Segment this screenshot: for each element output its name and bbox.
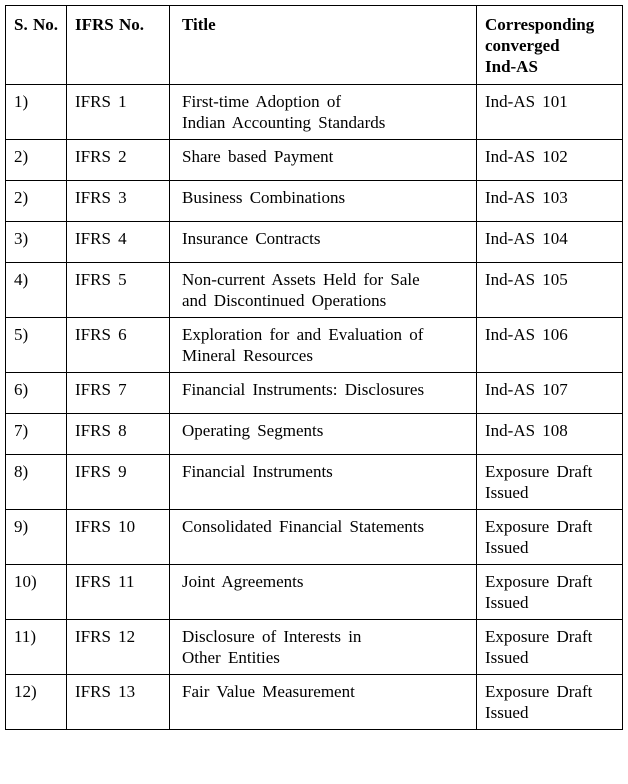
cell-indas [477, 263, 623, 318]
cell-ifrs-no-text: IFRS 8 [75, 421, 127, 440]
table-row [6, 85, 623, 140]
cell-sno-text: 2) [14, 188, 29, 207]
cell-ifrs-no [67, 85, 170, 140]
cell-sno-text: 9) [14, 517, 29, 536]
cell-sno [6, 373, 67, 414]
cell-sno [6, 675, 67, 730]
ifrs-indas-table [5, 5, 623, 730]
header-sno: S. No. [6, 6, 67, 85]
cell-title-text: Insurance Contracts [182, 229, 321, 248]
cell-indas [477, 455, 623, 510]
cell-title [170, 414, 477, 455]
table-row [6, 414, 623, 455]
table-row [6, 140, 623, 181]
cell-sno [6, 85, 67, 140]
cell-indas-text: Exposure Draft Issued [485, 572, 593, 612]
cell-title-text: Financial Instruments [182, 462, 333, 481]
cell-ifrs-no [67, 263, 170, 318]
cell-ifrs-no [67, 620, 170, 675]
cell-indas-text: Exposure Draft Issued [485, 517, 593, 557]
cell-indas-text: Exposure Draft Issued [485, 682, 593, 722]
cell-ifrs-no-text: IFRS 5 [75, 270, 127, 289]
header-row [6, 6, 623, 85]
cell-title [170, 140, 477, 181]
cell-indas-text: Ind-AS 101 [485, 92, 568, 111]
cell-ifrs-no-text: IFRS 2 [75, 147, 127, 166]
cell-title-text: Consolidated Financial Statements [182, 517, 425, 536]
cell-indas [477, 181, 623, 222]
cell-indas-text: Ind-AS 108 [485, 421, 568, 440]
cell-title [170, 675, 477, 730]
cell-indas [477, 222, 623, 263]
cell-sno [6, 565, 67, 620]
cell-indas [477, 140, 623, 181]
cell-indas-text: Exposure Draft Issued [485, 462, 593, 502]
cell-sno [6, 181, 67, 222]
cell-indas [477, 318, 623, 373]
cell-title-text: Business Combinations [182, 188, 346, 207]
cell-ifrs-no-text: IFRS 4 [75, 229, 127, 248]
cell-title-text: Disclosure of Interests in Other Entities [182, 627, 362, 667]
cell-indas [477, 85, 623, 140]
cell-sno-text: 7) [14, 421, 29, 440]
table-row [6, 181, 623, 222]
cell-indas [477, 565, 623, 620]
table-row [6, 510, 623, 565]
cell-title-text: First-time Adoption of Indian Accounting Standards [182, 92, 386, 132]
cell-sno [6, 318, 67, 373]
cell-ifrs-no-text: IFRS 12 [75, 627, 136, 646]
cell-title-text: Operating Segments [182, 421, 324, 440]
cell-indas [477, 414, 623, 455]
cell-title-text: Share based Payment [182, 147, 334, 166]
cell-title [170, 181, 477, 222]
cell-indas [477, 510, 623, 565]
cell-title [170, 510, 477, 565]
header-title: Title [170, 6, 477, 85]
cell-sno-text: 12) [14, 682, 37, 701]
cell-title [170, 263, 477, 318]
cell-sno [6, 222, 67, 263]
cell-title-text: Non-current Assets Held for Sale and Discontinued Operations [182, 270, 420, 310]
cell-ifrs-no [67, 510, 170, 565]
table-row [6, 318, 623, 373]
cell-ifrs-no-text: IFRS 6 [75, 325, 127, 344]
cell-ifrs-no-text: IFRS 11 [75, 572, 135, 591]
cell-indas-text: Ind-AS 106 [485, 325, 568, 344]
cell-ifrs-no-text: IFRS 10 [75, 517, 136, 536]
cell-sno-text: 6) [14, 380, 29, 399]
cell-title [170, 222, 477, 263]
cell-ifrs-no-text: IFRS 3 [75, 188, 127, 207]
cell-ifrs-no [67, 222, 170, 263]
cell-sno-text: 4) [14, 270, 29, 289]
cell-ifrs-no [67, 318, 170, 373]
cell-sno [6, 414, 67, 455]
cell-sno [6, 263, 67, 318]
cell-ifrs-no-text: IFRS 9 [75, 462, 127, 481]
cell-sno [6, 455, 67, 510]
cell-ifrs-no [67, 181, 170, 222]
cell-sno [6, 510, 67, 565]
cell-indas-text: Ind-AS 107 [485, 380, 568, 399]
cell-sno-text: 8) [14, 462, 29, 481]
cell-title [170, 373, 477, 414]
cell-ifrs-no [67, 140, 170, 181]
cell-title-text: Financial Instruments: Disclosures [182, 380, 425, 399]
cell-title-text: Joint Agreements [182, 572, 304, 591]
cell-ifrs-no [67, 373, 170, 414]
table-row [6, 455, 623, 510]
cell-title-text: Fair Value Measurement [182, 682, 355, 701]
cell-sno-text: 11) [14, 627, 37, 646]
table-row [6, 222, 623, 263]
header-ifrs-no: IFRS No. [67, 6, 170, 85]
cell-title [170, 620, 477, 675]
cell-ifrs-no [67, 455, 170, 510]
table-row [6, 620, 623, 675]
cell-ifrs-no [67, 414, 170, 455]
table-row [6, 675, 623, 730]
cell-sno-text: 5) [14, 325, 29, 344]
cell-indas-text: Ind-AS 103 [485, 188, 568, 207]
table-row [6, 373, 623, 414]
cell-sno-text: 10) [14, 572, 37, 591]
cell-ifrs-no [67, 565, 170, 620]
cell-indas-text: Exposure Draft Issued [485, 627, 593, 667]
cell-title [170, 318, 477, 373]
table-row [6, 565, 623, 620]
cell-sno [6, 620, 67, 675]
cell-ifrs-no [67, 675, 170, 730]
cell-sno [6, 140, 67, 181]
cell-sno-text: 2) [14, 147, 29, 166]
cell-title [170, 565, 477, 620]
cell-sno-text: 3) [14, 229, 29, 248]
cell-indas-text: Ind-AS 104 [485, 229, 568, 248]
header-indas: Corresponding converged Ind-AS [477, 6, 623, 85]
cell-indas-text: Ind-AS 102 [485, 147, 568, 166]
cell-title [170, 85, 477, 140]
table-row [6, 263, 623, 318]
cell-ifrs-no-text: IFRS 7 [75, 380, 127, 399]
cell-indas [477, 373, 623, 414]
cell-title-text: Exploration for and Evaluation of Mineral Resources [182, 325, 424, 365]
cell-indas-text: Ind-AS 105 [485, 270, 568, 289]
cell-title [170, 455, 477, 510]
cell-indas [477, 620, 623, 675]
cell-ifrs-no-text: IFRS 13 [75, 682, 136, 701]
cell-indas [477, 675, 623, 730]
cell-ifrs-no-text: IFRS 1 [75, 92, 127, 111]
cell-sno-text: 1) [14, 92, 29, 111]
